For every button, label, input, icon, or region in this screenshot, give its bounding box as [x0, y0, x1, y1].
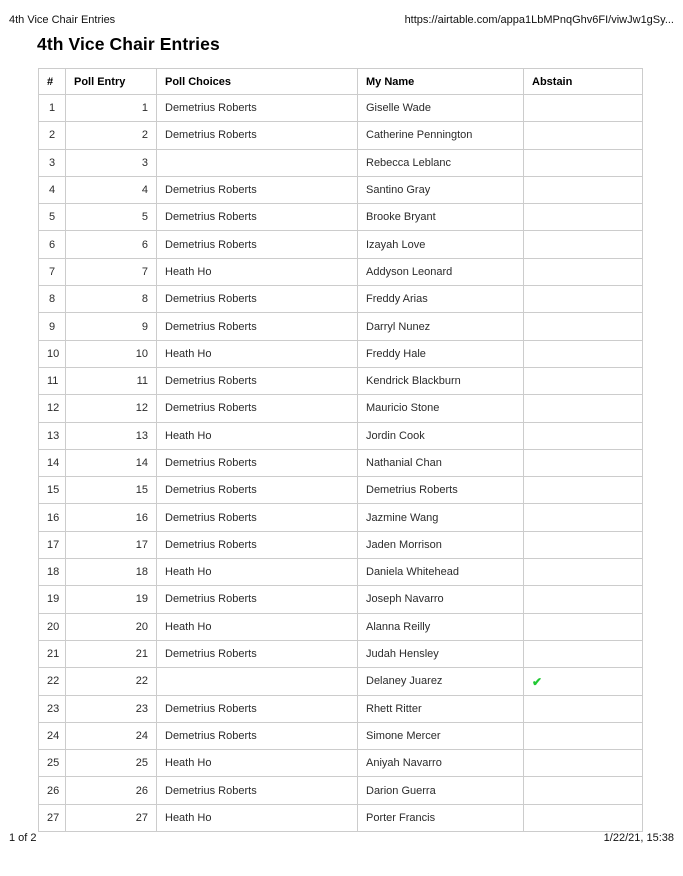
cell-num: 22 [39, 668, 66, 695]
cell-poll-choices: Demetrius Roberts [157, 313, 358, 340]
cell-my-name: Jordin Cook [358, 422, 524, 449]
cell-poll-choices: Demetrius Roberts [157, 477, 358, 504]
cell-poll-entry: 21 [66, 640, 157, 667]
table-row [39, 231, 643, 258]
cell-poll-choices: Heath Ho [157, 750, 358, 777]
table-row [39, 149, 643, 176]
cell-poll-entry: 9 [66, 313, 157, 340]
cell-poll-choices: Demetrius Roberts [157, 95, 358, 122]
cell-my-name: Freddy Arias [358, 286, 524, 313]
cell-poll-choices: Demetrius Roberts [157, 286, 358, 313]
cell-num: 12 [39, 395, 66, 422]
cell-abstain [524, 668, 643, 695]
cell-abstain [524, 531, 643, 558]
check-icon: ✔ [532, 674, 543, 689]
cell-abstain [524, 449, 643, 476]
table-row [39, 367, 643, 394]
cell-num: 5 [39, 204, 66, 231]
column-header-abstain: Abstain [524, 69, 643, 95]
cell-abstain [524, 640, 643, 667]
cell-poll-entry: 20 [66, 613, 157, 640]
table-row [39, 395, 643, 422]
cell-num: 1 [39, 95, 66, 122]
cell-abstain [524, 367, 643, 394]
cell-num: 10 [39, 340, 66, 367]
cell-poll-entry: 15 [66, 477, 157, 504]
cell-poll-entry: 7 [66, 258, 157, 285]
cell-poll-entry: 10 [66, 340, 157, 367]
cell-my-name: Izayah Love [358, 231, 524, 258]
cell-my-name: Kendrick Blackburn [358, 367, 524, 394]
cell-poll-entry: 16 [66, 504, 157, 531]
table-row [39, 176, 643, 203]
table-row [39, 613, 643, 640]
browser-print-footer [9, 832, 674, 845]
cell-my-name: Aniyah Navarro [358, 750, 524, 777]
table-row [39, 504, 643, 531]
table-row [39, 640, 643, 667]
cell-my-name: Addyson Leonard [358, 258, 524, 285]
cell-poll-entry: 27 [66, 804, 157, 831]
cell-num: 23 [39, 695, 66, 722]
cell-my-name: Santino Gray [358, 176, 524, 203]
cell-my-name: Delaney Juarez [358, 668, 524, 695]
cell-num: 26 [39, 777, 66, 804]
cell-abstain [524, 804, 643, 831]
cell-abstain [524, 586, 643, 613]
cell-poll-choices: Demetrius Roberts [157, 777, 358, 804]
cell-abstain [524, 313, 643, 340]
cell-my-name: Giselle Wade [358, 95, 524, 122]
cell-num: 3 [39, 149, 66, 176]
cell-my-name: Mauricio Stone [358, 395, 524, 422]
cell-num: 27 [39, 804, 66, 831]
browser-print-header [9, 14, 674, 27]
column-header-my-name: My Name [358, 69, 524, 95]
cell-abstain [524, 340, 643, 367]
cell-my-name: Alanna Reilly [358, 613, 524, 640]
cell-num: 7 [39, 258, 66, 285]
cell-poll-entry: 6 [66, 231, 157, 258]
cell-my-name: Porter Francis [358, 804, 524, 831]
cell-poll-entry: 13 [66, 422, 157, 449]
cell-abstain [524, 613, 643, 640]
cell-num: 9 [39, 313, 66, 340]
cell-abstain [524, 176, 643, 203]
cell-num: 8 [39, 286, 66, 313]
cell-my-name: Catherine Pennington [358, 122, 524, 149]
table-row [39, 204, 643, 231]
table-row [39, 750, 643, 777]
table-row [39, 422, 643, 449]
cell-abstain [524, 559, 643, 586]
cell-poll-entry: 23 [66, 695, 157, 722]
cell-num: 21 [39, 640, 66, 667]
cell-num: 18 [39, 559, 66, 586]
cell-num: 11 [39, 367, 66, 394]
cell-poll-choices: Heath Ho [157, 559, 358, 586]
column-header-poll-choices: Poll Choices [157, 69, 358, 95]
cell-poll-entry: 17 [66, 531, 157, 558]
table-row [39, 286, 643, 313]
cell-num: 13 [39, 422, 66, 449]
cell-num: 25 [39, 750, 66, 777]
cell-abstain [524, 395, 643, 422]
cell-poll-choices: Demetrius Roberts [157, 449, 358, 476]
cell-abstain [524, 286, 643, 313]
table-row [39, 559, 643, 586]
cell-num: 14 [39, 449, 66, 476]
cell-abstain [524, 777, 643, 804]
cell-poll-choices: Heath Ho [157, 422, 358, 449]
cell-num: 15 [39, 477, 66, 504]
table-row [39, 313, 643, 340]
cell-my-name: Darion Guerra [358, 777, 524, 804]
page-title: 4th Vice Chair Entries [37, 34, 220, 54]
cell-poll-entry: 12 [66, 395, 157, 422]
cell-abstain [524, 258, 643, 285]
table-header-row [39, 69, 643, 95]
table-row [39, 722, 643, 749]
cell-poll-entry: 26 [66, 777, 157, 804]
cell-poll-choices: Demetrius Roberts [157, 531, 358, 558]
cell-poll-entry: 2 [66, 122, 157, 149]
cell-my-name: Rebecca Leblanc [358, 149, 524, 176]
cell-my-name: Nathanial Chan [358, 449, 524, 476]
cell-abstain [524, 695, 643, 722]
cell-poll-entry: 4 [66, 176, 157, 203]
cell-poll-choices: Demetrius Roberts [157, 231, 358, 258]
table-row [39, 477, 643, 504]
cell-abstain [524, 204, 643, 231]
cell-poll-entry: 25 [66, 750, 157, 777]
cell-num: 24 [39, 722, 66, 749]
table-row [39, 449, 643, 476]
cell-poll-entry: 24 [66, 722, 157, 749]
cell-num: 4 [39, 176, 66, 203]
cell-abstain [524, 95, 643, 122]
cell-my-name: Rhett Ritter [358, 695, 524, 722]
cell-num: 20 [39, 613, 66, 640]
cell-poll-choices: Demetrius Roberts [157, 395, 358, 422]
print-header-url: https://airtable.com/appa1LbMPnqGhv6FI/viwJw1gSy... [404, 14, 674, 26]
cell-my-name: Demetrius Roberts [358, 477, 524, 504]
cell-poll-choices: Demetrius Roberts [157, 504, 358, 531]
table-row [39, 340, 643, 367]
cell-num: 16 [39, 504, 66, 531]
print-header-document-title: 4th Vice Chair Entries [9, 14, 116, 26]
cell-poll-choices: Demetrius Roberts [157, 640, 358, 667]
table-row [39, 804, 643, 831]
cell-abstain [524, 422, 643, 449]
cell-poll-choices: Demetrius Roberts [157, 586, 358, 613]
print-footer-page-indicator: 1 of 2 [9, 832, 37, 844]
cell-poll-entry: 5 [66, 204, 157, 231]
cell-my-name: Simone Mercer [358, 722, 524, 749]
cell-abstain [524, 149, 643, 176]
table-row [39, 258, 643, 285]
cell-poll-choices [157, 668, 358, 695]
cell-poll-choices: Heath Ho [157, 613, 358, 640]
cell-my-name: Darryl Nunez [358, 313, 524, 340]
cell-abstain [524, 231, 643, 258]
print-footer-timestamp: 1/22/21, 15:38 [603, 832, 674, 844]
cell-poll-choices: Demetrius Roberts [157, 122, 358, 149]
cell-poll-entry: 22 [66, 668, 157, 695]
cell-poll-choices: Heath Ho [157, 804, 358, 831]
table-row [39, 531, 643, 558]
cell-num: 6 [39, 231, 66, 258]
table-row [39, 668, 643, 695]
cell-num: 2 [39, 122, 66, 149]
cell-poll-choices: Heath Ho [157, 340, 358, 367]
cell-abstain [524, 122, 643, 149]
cell-my-name: Judah Hensley [358, 640, 524, 667]
cell-poll-entry: 11 [66, 367, 157, 394]
table-row [39, 695, 643, 722]
table-row [39, 95, 643, 122]
cell-poll-choices: Demetrius Roberts [157, 204, 358, 231]
cell-poll-choices: Demetrius Roberts [157, 367, 358, 394]
cell-my-name: Brooke Bryant [358, 204, 524, 231]
cell-poll-choices: Demetrius Roberts [157, 695, 358, 722]
cell-poll-entry: 18 [66, 559, 157, 586]
cell-num: 17 [39, 531, 66, 558]
cell-my-name: Joseph Navarro [358, 586, 524, 613]
cell-poll-entry: 1 [66, 95, 157, 122]
cell-my-name: Jaden Morrison [358, 531, 524, 558]
cell-abstain [524, 504, 643, 531]
table-row [39, 586, 643, 613]
cell-my-name: Jazmine Wang [358, 504, 524, 531]
table-body [39, 95, 643, 832]
table-row [39, 777, 643, 804]
cell-my-name: Daniela Whitehead [358, 559, 524, 586]
cell-poll-choices: Demetrius Roberts [157, 722, 358, 749]
cell-poll-choices: Heath Ho [157, 258, 358, 285]
cell-poll-entry: 3 [66, 149, 157, 176]
cell-poll-entry: 8 [66, 286, 157, 313]
cell-abstain [524, 477, 643, 504]
cell-num: 19 [39, 586, 66, 613]
cell-poll-entry: 19 [66, 586, 157, 613]
entries-table [38, 68, 643, 832]
cell-abstain [524, 722, 643, 749]
cell-abstain [524, 750, 643, 777]
table-row [39, 122, 643, 149]
cell-my-name: Freddy Hale [358, 340, 524, 367]
column-header-num: # [39, 69, 66, 95]
cell-poll-entry: 14 [66, 449, 157, 476]
column-header-poll-entry: Poll Entry [66, 69, 157, 95]
cell-poll-choices [157, 149, 358, 176]
cell-poll-choices: Demetrius Roberts [157, 176, 358, 203]
